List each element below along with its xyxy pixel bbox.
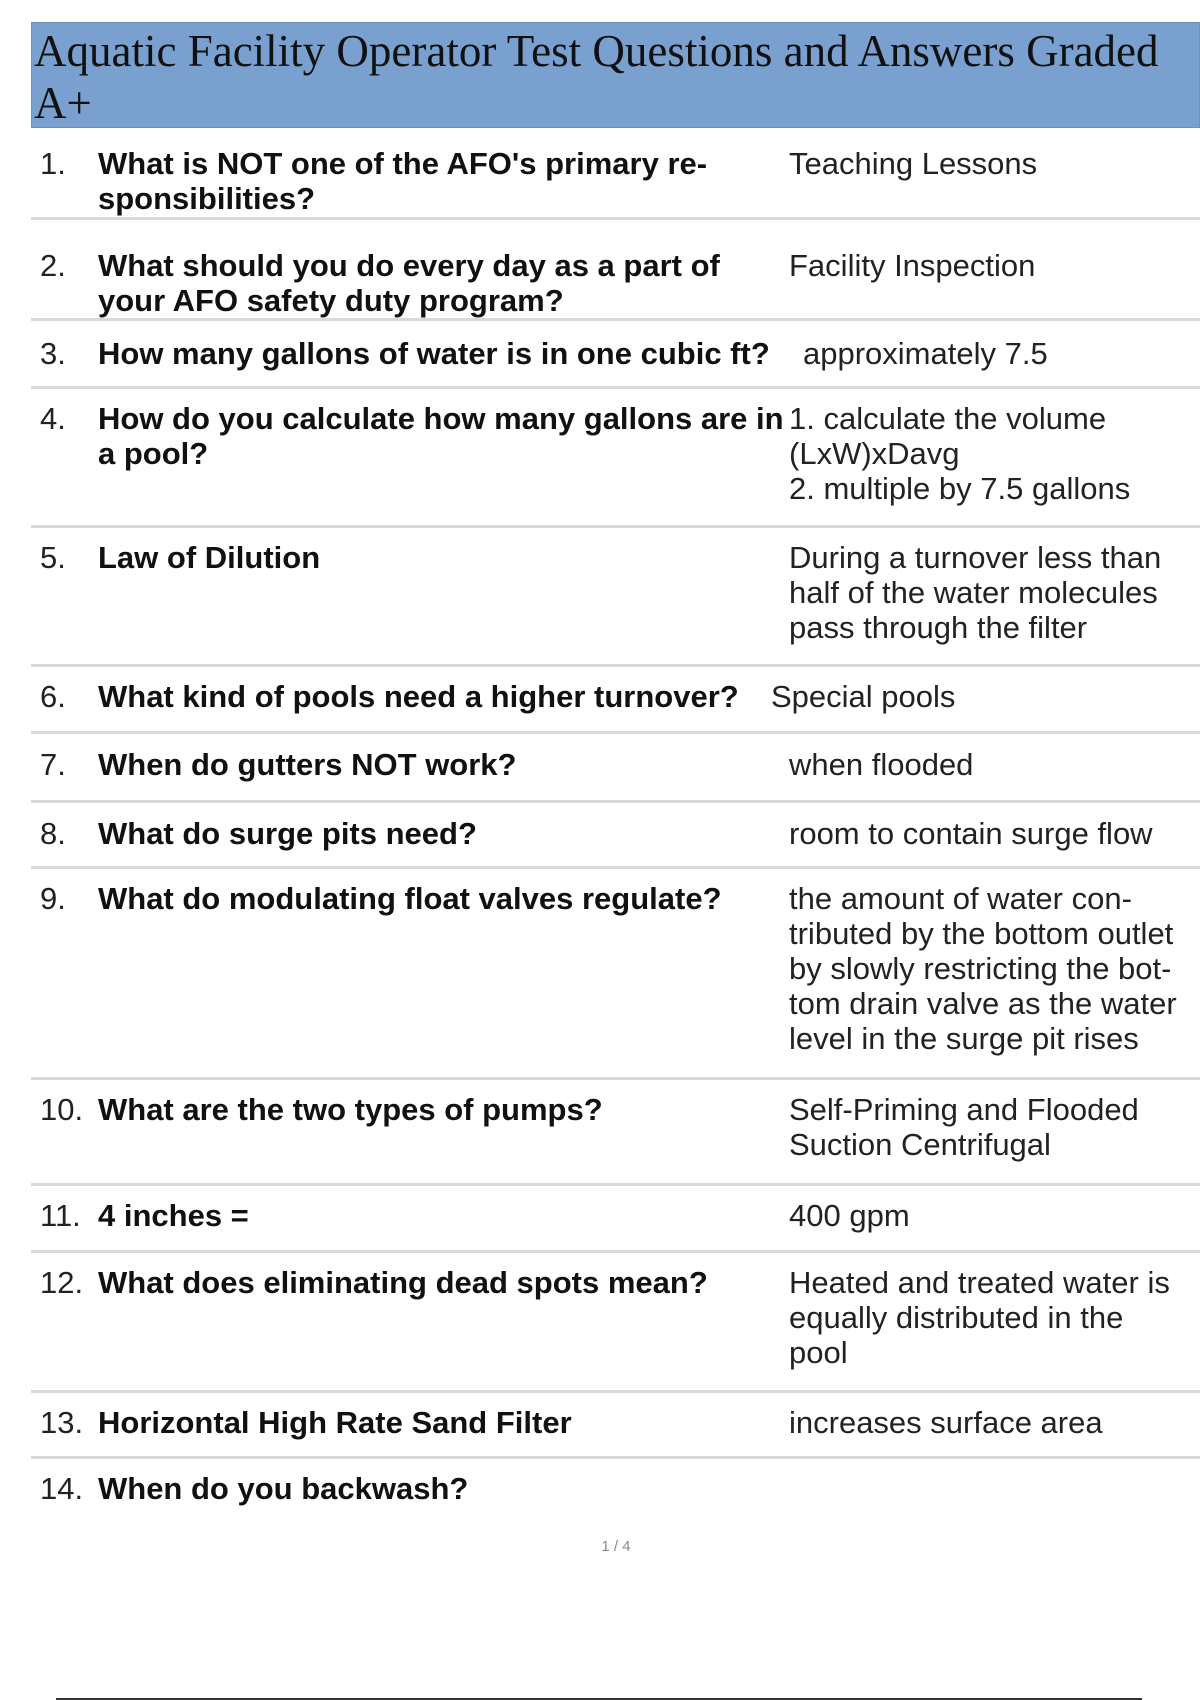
qa-row-6 [31, 667, 1200, 734]
item-number: 12. [40, 1265, 84, 1300]
answer-text: when flooded [789, 747, 974, 782]
item-number: 4. [40, 401, 66, 436]
qa-row-5 [31, 528, 1200, 667]
question-text: What does eliminating dead spots mean? [98, 1265, 708, 1300]
question-text: What kind of pools need a higher turnover? [98, 679, 739, 714]
item-number: 13. [40, 1405, 84, 1440]
qa-row-9 [31, 869, 1200, 1080]
answer-text: room to contain surge flow [789, 816, 1153, 851]
item-number: 10. [40, 1092, 84, 1127]
answer-text: 400 gpm [789, 1198, 910, 1233]
item-number: 1. [40, 146, 66, 181]
question-text: How many gallons of water is in one cubic ft? [98, 336, 770, 371]
item-number: 5. [40, 540, 66, 575]
document-title: Aquatic Facility Operator Test Questions and Answers Graded A+ [34, 26, 1159, 128]
qa-row-12 [31, 1253, 1200, 1393]
item-number: 3. [40, 336, 66, 371]
answer-text: 1. calculate the volume (LxW)xDavg 2. multiple by 7.5 gallons [789, 401, 1131, 506]
answer-text: Heated and treated water is equally distributed in the pool [789, 1265, 1170, 1370]
item-number: 9. [40, 881, 66, 916]
question-text: 4 inches = [98, 1198, 249, 1233]
answer-text: increases surface area [789, 1405, 1103, 1440]
item-number: 14. [40, 1471, 84, 1506]
page-indicator: 1 / 4 [601, 1538, 631, 1555]
qa-row-3 [31, 321, 1200, 389]
qa-row-13 [31, 1393, 1200, 1459]
question-text: What do surge pits need? [98, 816, 477, 851]
answer-text: Teaching Lessons [789, 146, 1038, 181]
answer-text: During a turnover less than half of the water molecules pass through the filter [789, 540, 1162, 645]
qa-row-11 [31, 1186, 1200, 1253]
qa-row-10 [31, 1080, 1200, 1186]
question-text: Horizontal High Rate Sand Filter [98, 1405, 572, 1440]
question-text: When do you backwash? [98, 1471, 469, 1506]
answer-text: the amount of water con-tributed by the bottom outlet by slowly restricting the bot-tom drain valve as the water level in the surge pit rises [789, 881, 1177, 1056]
item-number: 11. [40, 1198, 81, 1233]
qa-list [31, 128, 1200, 1525]
question-text: When do gutters NOT work? [98, 747, 517, 782]
question-text: What should you do every day as a part of your AFO safety duty program? [98, 248, 720, 318]
answer-text: Self-Priming and Flooded Suction Centrifugal [789, 1092, 1139, 1162]
question-text: Law of Dilution [98, 540, 321, 575]
qa-row-1 [31, 128, 1200, 220]
qa-row-4 [31, 389, 1200, 528]
question-text: What are the two types of pumps? [98, 1092, 603, 1127]
qa-row-7 [31, 734, 1200, 803]
qa-row-14 [31, 1459, 1200, 1525]
answer-text: approximately 7.5 [803, 336, 1048, 371]
item-number: 6. [40, 679, 66, 714]
title-band [31, 22, 1200, 128]
item-number: 8. [40, 816, 66, 851]
question-text: What do modulating float valves regulate? [98, 881, 722, 916]
answer-text: Facility Inspection [789, 248, 1036, 283]
qa-row-8 [31, 803, 1200, 869]
qa-row-2 [31, 220, 1200, 321]
question-text: How do you calculate how many gallons are in a pool? [98, 401, 784, 471]
question-text: What is NOT one of the AFO's primary re-sponsibilities? [98, 146, 708, 216]
item-number: 7. [40, 747, 66, 782]
answer-text: Special pools [771, 679, 956, 714]
item-number: 2. [40, 248, 66, 283]
